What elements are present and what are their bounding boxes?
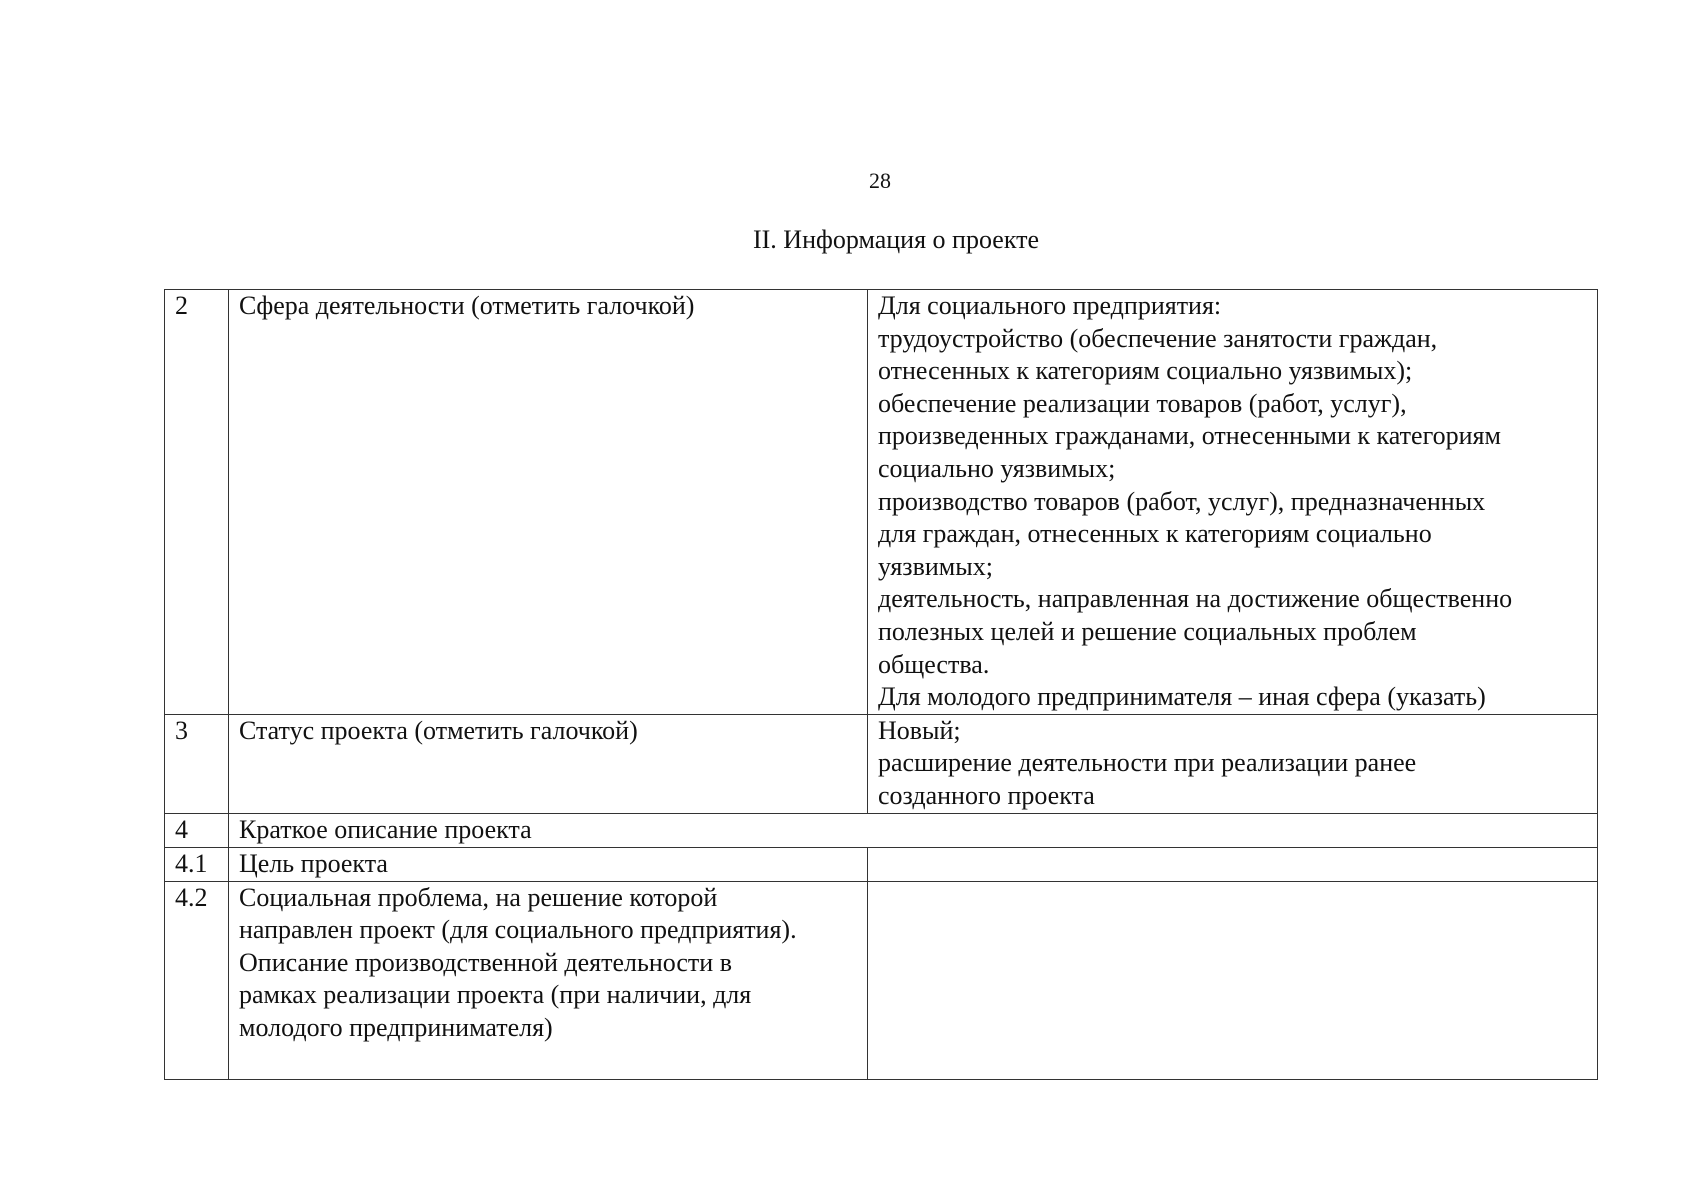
value-line: Для социального предприятия: [878, 291, 1222, 320]
value-line: Для молодого предпринимателя – иная сфера (указать) [878, 682, 1486, 712]
value-line: отнесенных к категориям социально уязвимых); [878, 356, 1413, 386]
row-number-cell [165, 714, 229, 813]
value-line: созданного проекта [878, 780, 1095, 810]
row-value-cell[interactable] [868, 881, 1598, 1079]
row-label-cell [229, 881, 868, 1079]
section-title: II. Информация о проекте [752, 225, 1040, 254]
row-number: 4 [175, 814, 188, 844]
row-label: молодого предпринимателя) [239, 1012, 553, 1042]
row-label-cell [229, 290, 868, 715]
row-number-cell [165, 290, 229, 715]
table-row [165, 714, 1598, 813]
value-line: расширение деятельности при реализации ранее [878, 748, 1417, 778]
row-label-cell [229, 813, 1598, 847]
page-number: 28 [869, 168, 891, 193]
value-line: Новый; [878, 715, 961, 745]
row-label-cell [229, 714, 868, 813]
row-label: Описание производственной деятельности в [239, 947, 732, 977]
row-label: Краткое описание проекта [239, 814, 532, 844]
value-line: социально уязвимых; [878, 453, 1116, 483]
row-label: направлен проект (для социального предприятия). [239, 915, 797, 945]
row-label: рамках реализации проекта (при наличии, для [239, 980, 752, 1010]
value-line: для граждан, отнесенных к категориям социально [878, 519, 1432, 549]
row-number: 4.1 [175, 848, 208, 878]
row-number-cell [165, 881, 229, 1079]
row-label: Статус проекта (отметить галочкой) [239, 715, 638, 745]
row-label: Цель проекта [239, 848, 388, 878]
row-number: 2 [175, 291, 188, 320]
value-line: деятельность, направленная на достижение общественно [878, 584, 1513, 614]
table-row [165, 290, 1598, 715]
row-number: 4.2 [175, 882, 208, 912]
value-line: общества. [878, 649, 990, 679]
value-line: обеспечение реализации товаров (работ, услуг), [878, 388, 1407, 418]
value-line: производство товаров (работ, услуг), предназначенных [878, 486, 1486, 516]
row-number-cell [165, 813, 229, 847]
row-label: Сфера деятельности (отметить галочкой) [239, 291, 695, 320]
project-info-table [164, 289, 1598, 1080]
row-value-cell[interactable] [868, 847, 1598, 881]
value-line: уязвимых; [878, 551, 993, 581]
row-label: Социальная проблема, на решение которой [239, 882, 718, 912]
table-row [165, 881, 1598, 1079]
value-line: произведенных гражданами, отнесенными к категориям [878, 421, 1501, 451]
row-number-cell [165, 847, 229, 881]
value-line: трудоустройство (обеспечение занятости граждан, [878, 323, 1438, 353]
row-value-cell[interactable] [868, 714, 1598, 813]
table-row [165, 813, 1598, 847]
row-number: 3 [175, 715, 188, 745]
table-row [165, 847, 1598, 881]
row-value-cell[interactable] [868, 290, 1598, 715]
value-line: полезных целей и решение социальных проблем [878, 616, 1417, 646]
row-label-cell [229, 847, 868, 881]
